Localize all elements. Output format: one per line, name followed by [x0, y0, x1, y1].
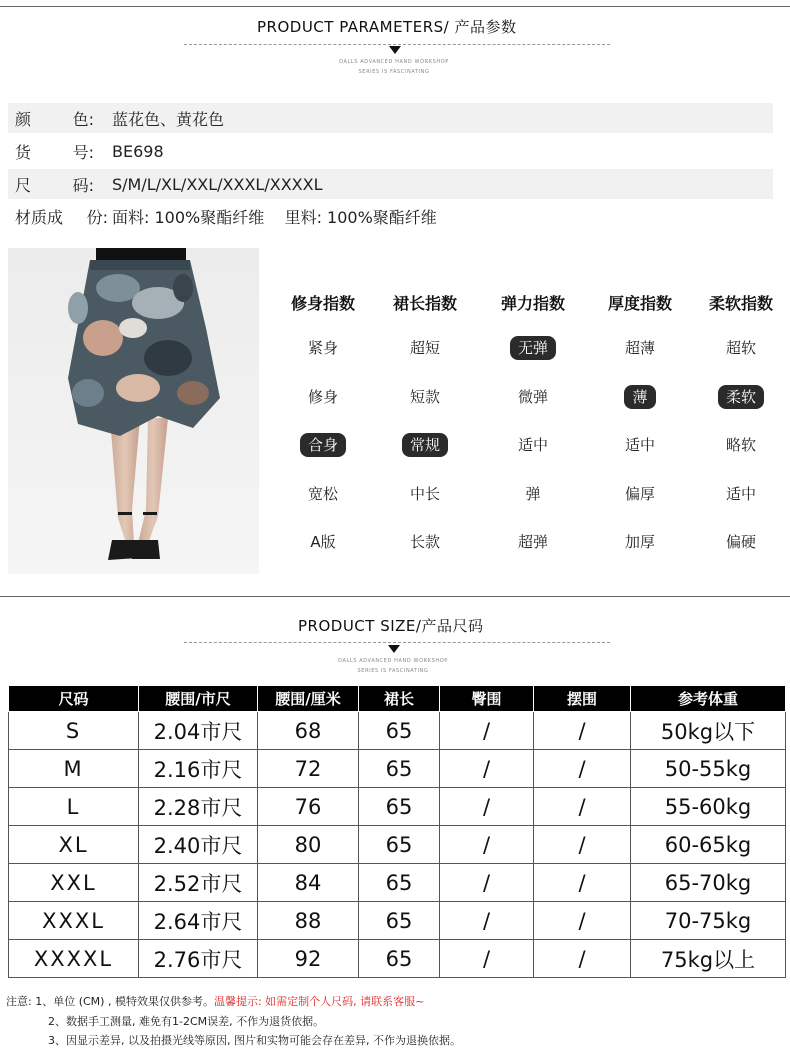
index-cell — [275, 530, 371, 554]
index-grid-row — [275, 336, 789, 360]
section-divider — [0, 596, 790, 597]
note-line-1-red: 温馨提示: 如需定制个人尺码, 请联系客服~ — [213, 995, 425, 1008]
top-divider — [0, 6, 790, 7]
size-cell-weight: 60-65kg — [631, 826, 786, 864]
index-selected-pill: 柔软 — [718, 385, 764, 409]
index-header-fit: 修身指数 — [290, 294, 355, 313]
index-option: 适中 — [517, 436, 548, 454]
size-cell-size: XXXL — [9, 902, 139, 940]
index-cell — [479, 385, 587, 409]
size-cell-waist-cm: 68 — [258, 712, 359, 750]
size-cell-waist-shichi: 2.64市尺 — [139, 902, 258, 940]
param-value-size: S/M/L/XL/XXL/XXXL/XXXXL — [112, 174, 323, 194]
size-header-waist-shichi: 腰围/市尺 — [139, 686, 258, 712]
size-cell-hem: / — [534, 788, 631, 826]
index-option: 长款 — [409, 533, 440, 551]
size-cell-waist-shichi: 2.40市尺 — [139, 826, 258, 864]
index-option: 短款 — [409, 387, 440, 406]
index-cell — [371, 482, 479, 506]
size-header-size: 尺码 — [9, 686, 139, 712]
size-cell-weight: 70-75kg — [631, 902, 786, 940]
param-label-a: 颜 — [15, 109, 32, 129]
index-option: 加厚 — [624, 533, 655, 551]
index-cell — [587, 530, 693, 554]
size-cell-length: 65 — [359, 750, 440, 788]
index-option: A版 — [310, 533, 336, 551]
size-cell-hem: / — [534, 750, 631, 788]
index-cell — [693, 433, 789, 457]
index-option: 偏厚 — [624, 484, 655, 503]
index-option: 修身 — [307, 387, 338, 406]
size-cell-weight: 75kg以上 — [631, 940, 786, 978]
param-value-color: 蓝花色、黄花色 — [112, 109, 225, 129]
index-cell — [371, 385, 479, 409]
index-option: 超薄 — [624, 339, 655, 357]
size-cell-waist-cm: 80 — [258, 826, 359, 864]
note-line-2: 2、数据手工测量, 难免有1-2CM误差, 不作为退货依据。 — [48, 1015, 325, 1028]
size-cell-hip: / — [440, 750, 534, 788]
index-cell — [371, 336, 479, 360]
size-header-waist-cm: 腰围/厘米 — [258, 686, 359, 712]
params-tagline-1: DALLS ADVANCED HAND WORKSHOP — [339, 59, 449, 65]
index-cell — [275, 385, 371, 409]
size-cell-hem: / — [534, 902, 631, 940]
size-cell-waist-cm: 84 — [258, 864, 359, 902]
size-cell-weight: 55-60kg — [631, 788, 786, 826]
down-arrow-icon — [388, 645, 400, 653]
size-cell-waist-shichi: 2.16市尺 — [139, 750, 258, 788]
size-header-length: 裙长 — [359, 686, 440, 712]
size-cell-hem: / — [534, 826, 631, 864]
param-label-b: 份: — [86, 207, 108, 227]
size-header-hem: 摆围 — [534, 686, 631, 712]
param-label-b: 码: — [72, 175, 94, 195]
size-table-row — [9, 902, 786, 940]
index-cell — [693, 385, 789, 409]
size-cell-weight: 65-70kg — [631, 864, 786, 902]
size-table-row — [9, 864, 786, 902]
size-table-row — [9, 750, 786, 788]
index-cell — [587, 433, 693, 457]
params-dotted-line — [184, 44, 610, 45]
param-label-a: 货 — [15, 142, 32, 162]
size-cell-hip: / — [440, 864, 534, 902]
index-selected-pill: 无弹 — [510, 336, 556, 360]
param-value-item-no: BE698 — [112, 141, 164, 161]
index-cell — [693, 482, 789, 506]
param-label-b: 号: — [72, 142, 94, 162]
index-cell — [479, 336, 587, 360]
index-option: 超短 — [409, 339, 440, 357]
index-option: 紧身 — [307, 339, 338, 357]
index-cell — [275, 433, 371, 457]
index-cell — [371, 530, 479, 554]
size-cell-size: M — [9, 750, 139, 788]
index-option: 略软 — [725, 436, 756, 454]
index-header-elasticity: 弹力指数 — [500, 294, 565, 313]
index-option: 超软 — [725, 339, 756, 357]
param-value-material: 面料: 100%聚酯纤维 里料: 100%聚酯纤维 — [112, 207, 437, 227]
note-line-1 — [6, 993, 424, 1009]
size-cell-waist-cm: 76 — [258, 788, 359, 826]
size-cell-size: XXXXL — [9, 940, 139, 978]
size-cell-hip: / — [440, 902, 534, 940]
size-table-row — [9, 712, 786, 750]
size-cell-hem: / — [534, 940, 631, 978]
index-cell — [587, 336, 693, 360]
index-grid-row — [275, 530, 789, 554]
down-arrow-icon — [389, 46, 401, 54]
index-cell — [479, 482, 587, 506]
param-label-a: 尺 — [15, 175, 32, 195]
index-header-thickness: 厚度指数 — [607, 294, 672, 313]
param-label-b: 色: — [72, 109, 94, 129]
size-table-header-row — [9, 686, 786, 712]
index-selected-pill: 常规 — [402, 433, 448, 457]
size-cell-length: 65 — [359, 940, 440, 978]
size-cell-waist-cm: 92 — [258, 940, 359, 978]
index-header-length: 裙长指数 — [392, 294, 457, 313]
size-cell-size: XXL — [9, 864, 139, 902]
size-dotted-line — [184, 642, 610, 643]
size-header-hip: 臀围 — [440, 686, 534, 712]
index-option: 适中 — [725, 484, 756, 503]
param-row-item-no — [8, 136, 773, 166]
size-table-row — [9, 788, 786, 826]
index-selected-pill: 薄 — [624, 385, 655, 409]
params-tagline-2: SERIES IS FASCINATING — [358, 69, 430, 75]
size-cell-length: 65 — [359, 826, 440, 864]
param-label-a: 材质成 — [15, 207, 64, 227]
size-cell-weight: 50kg以下 — [631, 712, 786, 750]
index-selected-pill: 合身 — [300, 433, 346, 457]
index-cell — [587, 482, 693, 506]
index-cell — [587, 385, 693, 409]
size-cell-length: 65 — [359, 864, 440, 902]
index-cell — [693, 336, 789, 360]
size-header-weight: 参考体重 — [631, 686, 786, 712]
size-table-row — [9, 940, 786, 978]
index-option: 适中 — [624, 436, 655, 454]
index-cell — [479, 530, 587, 554]
index-grid-row — [275, 385, 789, 409]
size-cell-hip: / — [440, 712, 534, 750]
size-cell-waist-shichi: 2.04市尺 — [139, 712, 258, 750]
size-cell-waist-cm: 88 — [258, 902, 359, 940]
index-cell — [275, 482, 371, 506]
size-table-row — [9, 826, 786, 864]
size-cell-length: 65 — [359, 788, 440, 826]
size-cell-hip: / — [440, 826, 534, 864]
param-row-size — [8, 169, 773, 199]
size-cell-hip: / — [440, 788, 534, 826]
index-grid-header — [275, 291, 789, 314]
param-row-color — [8, 103, 773, 133]
param-row-material — [8, 201, 773, 231]
size-cell-length: 65 — [359, 902, 440, 940]
size-section-title: PRODUCT SIZE/产品尺码 — [298, 617, 484, 635]
size-tagline-2: SERIES IS FASCINATING — [357, 668, 429, 674]
index-header-softness: 柔软指数 — [708, 294, 773, 313]
params-section-title: PRODUCT PARAMETERS/ 产品参数 — [257, 18, 517, 36]
size-cell-waist-shichi: 2.28市尺 — [139, 788, 258, 826]
index-option: 中长 — [409, 484, 440, 503]
index-option: 偏硬 — [725, 533, 756, 551]
size-cell-waist-cm: 72 — [258, 750, 359, 788]
size-cell-waist-shichi: 2.52市尺 — [139, 864, 258, 902]
size-tagline-1: DALLS ADVANCED HAND WORKSHOP — [338, 658, 448, 664]
size-cell-length: 65 — [359, 712, 440, 750]
index-grid-row — [275, 433, 789, 457]
index-option: 宽松 — [307, 484, 338, 503]
size-cell-weight: 50-55kg — [631, 750, 786, 788]
index-cell — [693, 530, 789, 554]
size-cell-hem: / — [534, 864, 631, 902]
index-option: 微弹 — [517, 387, 548, 406]
size-cell-hem: / — [534, 712, 631, 750]
size-cell-waist-shichi: 2.76市尺 — [139, 940, 258, 978]
index-option: 超弹 — [517, 533, 548, 551]
index-option: 弹 — [525, 484, 541, 503]
size-cell-size: S — [9, 712, 139, 750]
index-cell — [275, 336, 371, 360]
note-line-3: 3、因显示差异, 以及拍摄光线等原因, 图片和实物可能会存在差异, 不作为退换依据。 — [48, 1034, 461, 1047]
size-cell-size: L — [9, 788, 139, 826]
size-table — [8, 685, 786, 978]
index-cell — [479, 433, 587, 457]
size-cell-size: XL — [9, 826, 139, 864]
note-line-1-text: 注意: 1、单位 (CM) , 模特效果仅供参考。 — [6, 995, 214, 1008]
floral-skirt-model-photo — [8, 248, 259, 574]
size-cell-hip: / — [440, 940, 534, 978]
index-grid-row — [275, 482, 789, 506]
index-cell — [371, 433, 479, 457]
